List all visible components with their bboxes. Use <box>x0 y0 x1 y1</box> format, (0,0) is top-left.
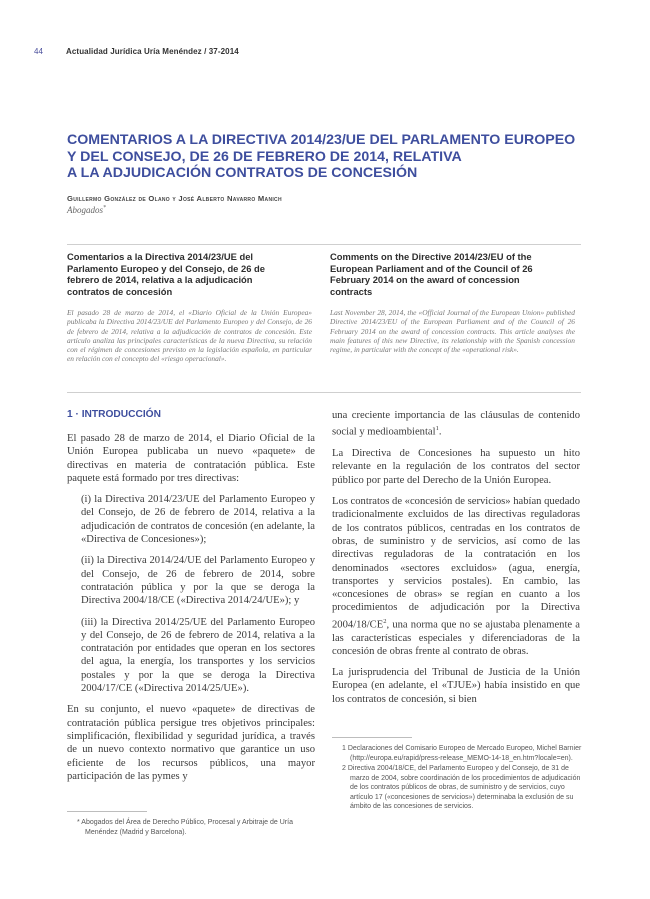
authors: Guillermo González de Olano y José Alberto Navarro Manich <box>67 194 282 203</box>
author-role <box>67 205 106 215</box>
abstract-en-title-line: February 2014 on the award of concession <box>330 274 520 285</box>
title-line: COMENTARIOS A LA DIRECTIVA 2014/23/UE DEL PARLAMENTO EUROPEO <box>67 132 576 148</box>
body-paragraph: una creciente importancia de las cláusulas de contenido social y medioambiental$^1$. <box>332 410 580 438</box>
role-label: Abogados <box>67 205 103 215</box>
list-item: (iii) la Directiva 2014/25/UE del Parlamento Europeo y del Consejo, de 26 de febrero de 2014, relativa a la contratación por entidades que operan en los sectores del agua, la energía, los transportes y los servicios postales y por la que se deroga la Directiva 2004/17/CE («Directiva 2014/25/UE»). <box>81 616 315 695</box>
footnote-ref: 2 <box>383 617 387 625</box>
abstract-en-title-line: Comments on the Directive 2014/23/EU of the <box>330 251 532 262</box>
paragraph-text: Los contratos de «concesión de servicios» habían quedado tradicionalmente excluidos de las directivas reguladoras de los contratos públicos, centradas en los contratos de obras, de suministro y de servicios, así como de las directivas reguladoras de la contratación en los denominados «sectores excluidos» (agua, energía, transportes y servicios postales). En cambio, las «concesiones de obras» se regían en cuanto a los procedimientos de adjudicación por la Directiva 2004/18/CE <box>332 496 580 631</box>
section-heading: 1 · INTRODUCCIÓN <box>67 409 161 420</box>
abstract-top-rule <box>67 244 581 245</box>
body-paragraph: En su conjunto, el nuevo «paquete» de directivas de contratación pública persigue tres objetivos principales: simplificación, flexibilidad y seguridad jurídica, a través de un nuevo contexto normativo que garantice un uso eficiente de los recursos públicos, una mayor participación de las pymes y <box>67 704 315 782</box>
footnotes-left <box>77 818 317 838</box>
title-line: A LA ADJUDICACIÓN CONTRATOS DE CONCESIÓN <box>67 165 418 181</box>
footnote-ref: 1 <box>435 425 439 433</box>
role-footnote-mark: * <box>103 205 106 211</box>
footnote: 2 Directiva 2004/18/CE, del Parlamento Europeo y del Consejo, de 31 de marzo de 2004, sobre coordinación de los procedimientos de adjudicación de los contratos públicos de obras, de suministro y de servicios, cuyo artículo 17 («concesiones de servicios») determinaba la exclusión de su ámbito de las concesiones de servicios. <box>342 765 581 810</box>
abstract-es-title-line: Comentarios a la Directiva 2014/23/UE del <box>67 251 254 262</box>
footnote-divider <box>332 737 412 738</box>
list-item: (i) la Directiva 2014/23/UE del Parlamento Europeo y del Consejo, de 26 de febrero de 2014, relativa a la adjudicación de contratos de concesión (en adelante, la «Directiva de Concesiones»); <box>81 494 315 546</box>
paragraph-text: una creciente importancia de las cláusulas de contenido social y medioambiental <box>332 410 580 438</box>
article-title <box>67 132 587 182</box>
abstract-es-title-line: Parlamento Europeo y del Consejo, de 26 de <box>67 262 265 274</box>
abstract-en-text: Last November 28, 2014, the «Official Journal of the European Union» published Directive 2014/23/EU of the European Parliament and of the Council of 26 February 2014 on the award of concession contracts. This article analyses the main features of this new Directive, its relationship with the Spanish concession regime, in particular with the concept of the «operational risk». <box>330 308 575 355</box>
list-item: (ii) la Directiva 2014/24/UE del Parlamento Europeo y del Consejo, de 26 de febrero de 2014, sobre contratación pública y por la que se deroga la Directiva 2004/18/CE («Directiva 2014/24/UE»); y <box>81 555 315 607</box>
abstract-en-title <box>330 251 575 297</box>
body-paragraph: La jurisprudencia del Tribunal de Justicia de la Unión Europea (en adelante, el «TJUE») había insistido en que los contratos de concesión, si bien <box>332 667 580 705</box>
abstract-en-title-line: European Parliament and of the Council of 26 <box>330 262 533 274</box>
footnotes-right <box>342 744 582 813</box>
body-paragraph: El pasado 28 de marzo de 2014, el Diario Oficial de la Unión Europea publicaba un nuevo «paquete» de directivas en materia de contratación pública. Este paquete está formado por tres directivas: <box>67 433 315 484</box>
body-right-column <box>332 409 580 714</box>
footnote: 1 Declaraciones del Comisario Europeo de Mercado Europeo, Michel Barnier (http://europa.eu/rapid/press-release_MEMO-14-18_en.htm?locale=en). <box>342 745 582 762</box>
page-number: 44 <box>34 47 43 56</box>
abstract-es-title-line: febrero de 2014, relativa a la adjudicación <box>67 274 253 285</box>
footnote-divider <box>67 811 147 812</box>
abstract-bottom-rule <box>67 392 581 393</box>
body-paragraph: La Directiva de Concesiones ha supuesto un hito relevante en la regulación de los contratos del sector público por parte del Derecho de la Unión Europea. <box>332 448 580 486</box>
footnote: * Abogados del Área de Derecho Público, Procesal y Arbitraje de Uría Menéndez (Madrid y Barcelona). <box>77 819 293 836</box>
abstract-es-text: El pasado 28 de marzo de 2014, el «Diario Oficial de la Unión Europea» publicaba la Directiva 2014/23/UE del Parlamento Europeo y del Consejo, de 26 de febrero de 2014, relativa a la adjudicación de contratos de concesión. Este artículo analiza las principales características de la nueva Directiva, su relación con el régimen de concesiones previsto en la legislación española, en particular en relación con el concepto del «riesgo operacional». <box>67 308 312 364</box>
abstract-es-title <box>67 251 312 297</box>
running-title: Actualidad Jurídica Uría Menéndez / 37-2014 <box>66 47 239 56</box>
paragraph-text: , una norma que no se ajustaba plenamente a las características especiales y diferenciadoras de la concesión de obras frente al contrato de obras. <box>332 619 580 657</box>
title-line: Y DEL CONSEJO, DE 26 DE FEBRERO DE 2014, RELATIVA <box>67 148 462 165</box>
body-left-column <box>67 432 315 791</box>
body-paragraph <box>332 495 580 658</box>
abstract-en-title-line: contracts <box>330 285 373 297</box>
abstract-es-title-line: contratos de concesión <box>67 285 173 297</box>
